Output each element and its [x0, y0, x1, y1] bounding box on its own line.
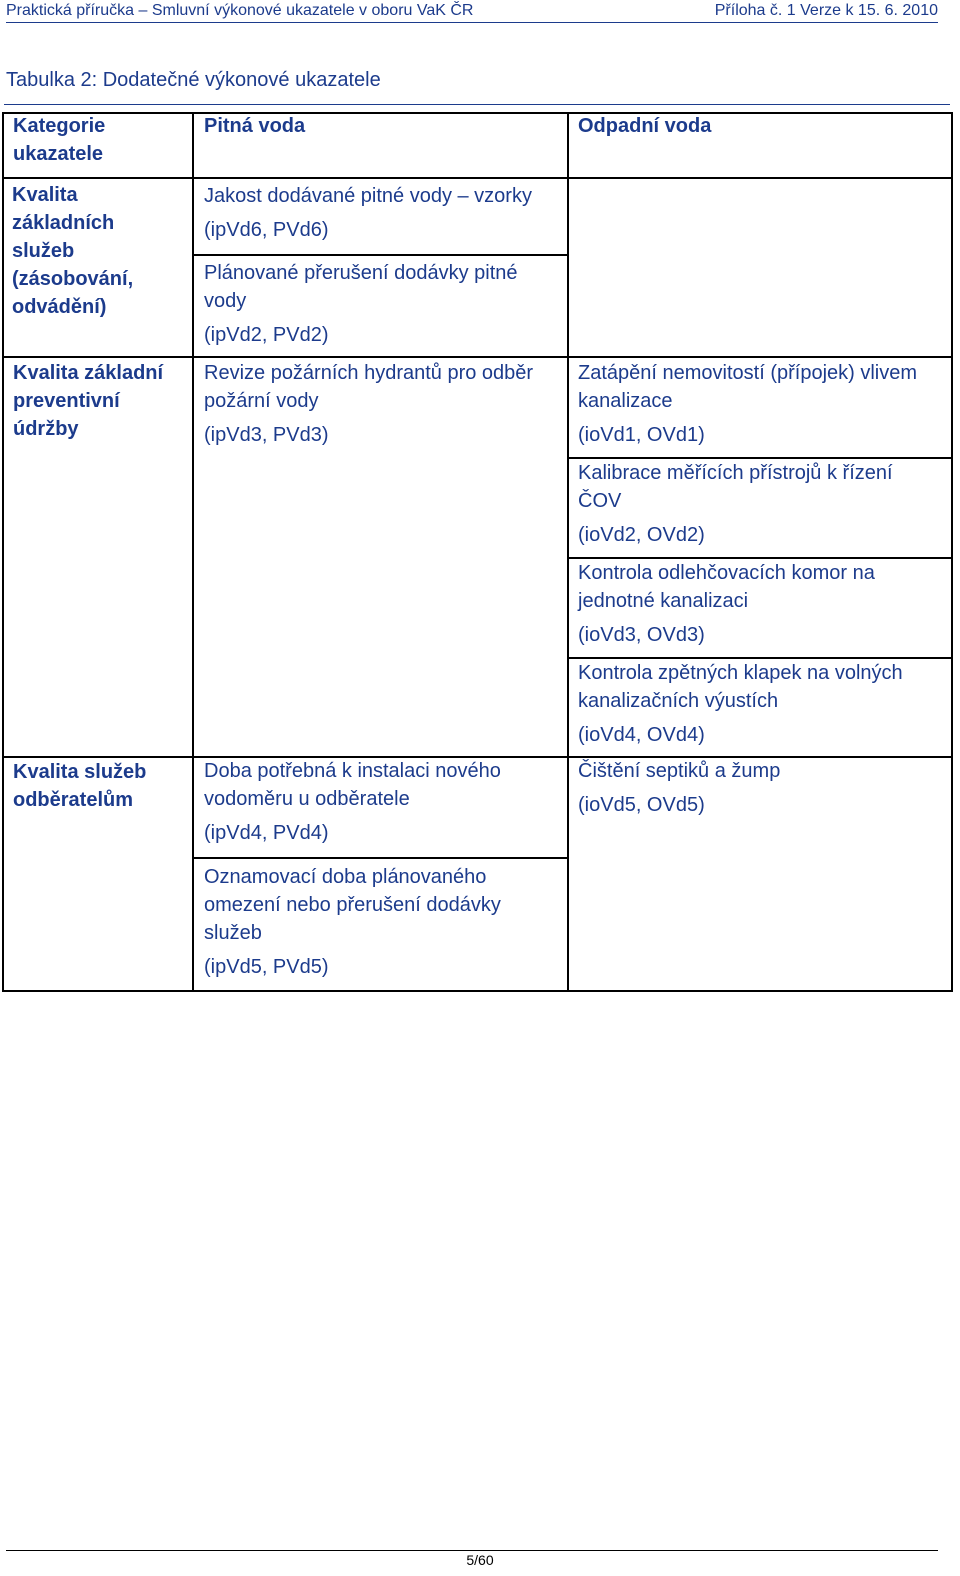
column-header-category: Kategorie ukazatele	[13, 115, 106, 165]
waste-indicator	[578, 757, 938, 819]
indicator-name: Doba potřebná k instalaci nového vodoměru u odběratele	[204, 760, 501, 810]
category-customer-services: Kvalita služeb odběratelům	[13, 761, 147, 811]
page-number: 5/60	[466, 1552, 494, 1568]
header-version: Příloha č. 1 Verze k 15. 6. 2010	[714, 2, 938, 19]
row-divider	[4, 356, 194, 358]
header-document-title: Praktická příručka – Smluvní výkonové ukazatele v oboru VaK ČR	[6, 2, 474, 19]
indicator-name: Oznamovací doba plánovaného omezení nebo přerušení dodávky služeb	[204, 866, 501, 944]
row-divider	[192, 254, 569, 256]
drinking-indicator	[204, 259, 544, 349]
header-row-divider	[4, 177, 951, 179]
waste-indicator	[578, 659, 938, 749]
table-title: Tabulka 2: Dodatečné výkonové ukazatele	[6, 69, 381, 91]
drinking-indicator	[204, 863, 544, 981]
indicators-table	[2, 112, 953, 992]
drinking-indicator	[204, 359, 559, 449]
drinking-indicator	[204, 182, 559, 244]
waste-indicator	[578, 559, 938, 649]
indicator-code: (ioVd5, OVd5)	[578, 794, 705, 816]
row-divider	[567, 356, 951, 358]
category-preventive-maintenance: Kvalita základní preventivní údržby	[13, 362, 164, 440]
indicator-name: Revize požárních hydrantů pro odběr požární vody	[204, 362, 534, 412]
indicator-code: (ioVd4, OVd4)	[578, 724, 705, 746]
footer-divider	[6, 1550, 938, 1551]
indicator-code: (ipVd6, PVd6)	[204, 219, 329, 241]
indicator-name: Plánované přerušení dodávky pitné vody	[204, 262, 518, 312]
indicator-code: (ipVd3, PVd3)	[204, 424, 329, 446]
indicator-name: Jakost dodávané pitné vody – vzorky	[204, 185, 532, 207]
indicator-name: Kalibrace měřících přístrojů k řízení ČOV	[578, 462, 893, 512]
category-basic-services: Kvalita základních služeb (zásobování, odvádění)	[12, 184, 134, 318]
indicator-code: (ipVd5, PVd5)	[204, 956, 329, 978]
indicator-name: Zatápění nemovitostí (přípojek) vlivem kanalizace	[578, 362, 918, 412]
row-divider	[192, 857, 569, 859]
indicator-code: (ioVd1, OVd1)	[578, 424, 705, 446]
title-divider	[4, 104, 950, 105]
indicator-code: (ipVd2, PVd2)	[204, 324, 329, 346]
indicator-code: (ipVd4, PVd4)	[204, 822, 329, 844]
indicator-name: Kontrola zpětných klapek na volných kanalizačních výustích	[578, 662, 903, 712]
indicator-code: (ioVd2, OVd2)	[578, 524, 705, 546]
indicator-name: Kontrola odlehčovacích komor na jednotné kanalizaci	[578, 562, 875, 612]
drinking-indicator	[204, 757, 544, 847]
page-header	[6, 0, 938, 23]
row-divider	[192, 356, 569, 358]
waste-indicator	[578, 459, 938, 549]
indicator-name: Čištění septiků a žump	[578, 760, 781, 782]
waste-indicator	[578, 359, 948, 449]
column-header-waste-water: Odpadní voda	[578, 115, 712, 137]
indicator-code: (ioVd3, OVd3)	[578, 624, 705, 646]
column-header-drinking-water: Pitná voda	[204, 115, 306, 137]
